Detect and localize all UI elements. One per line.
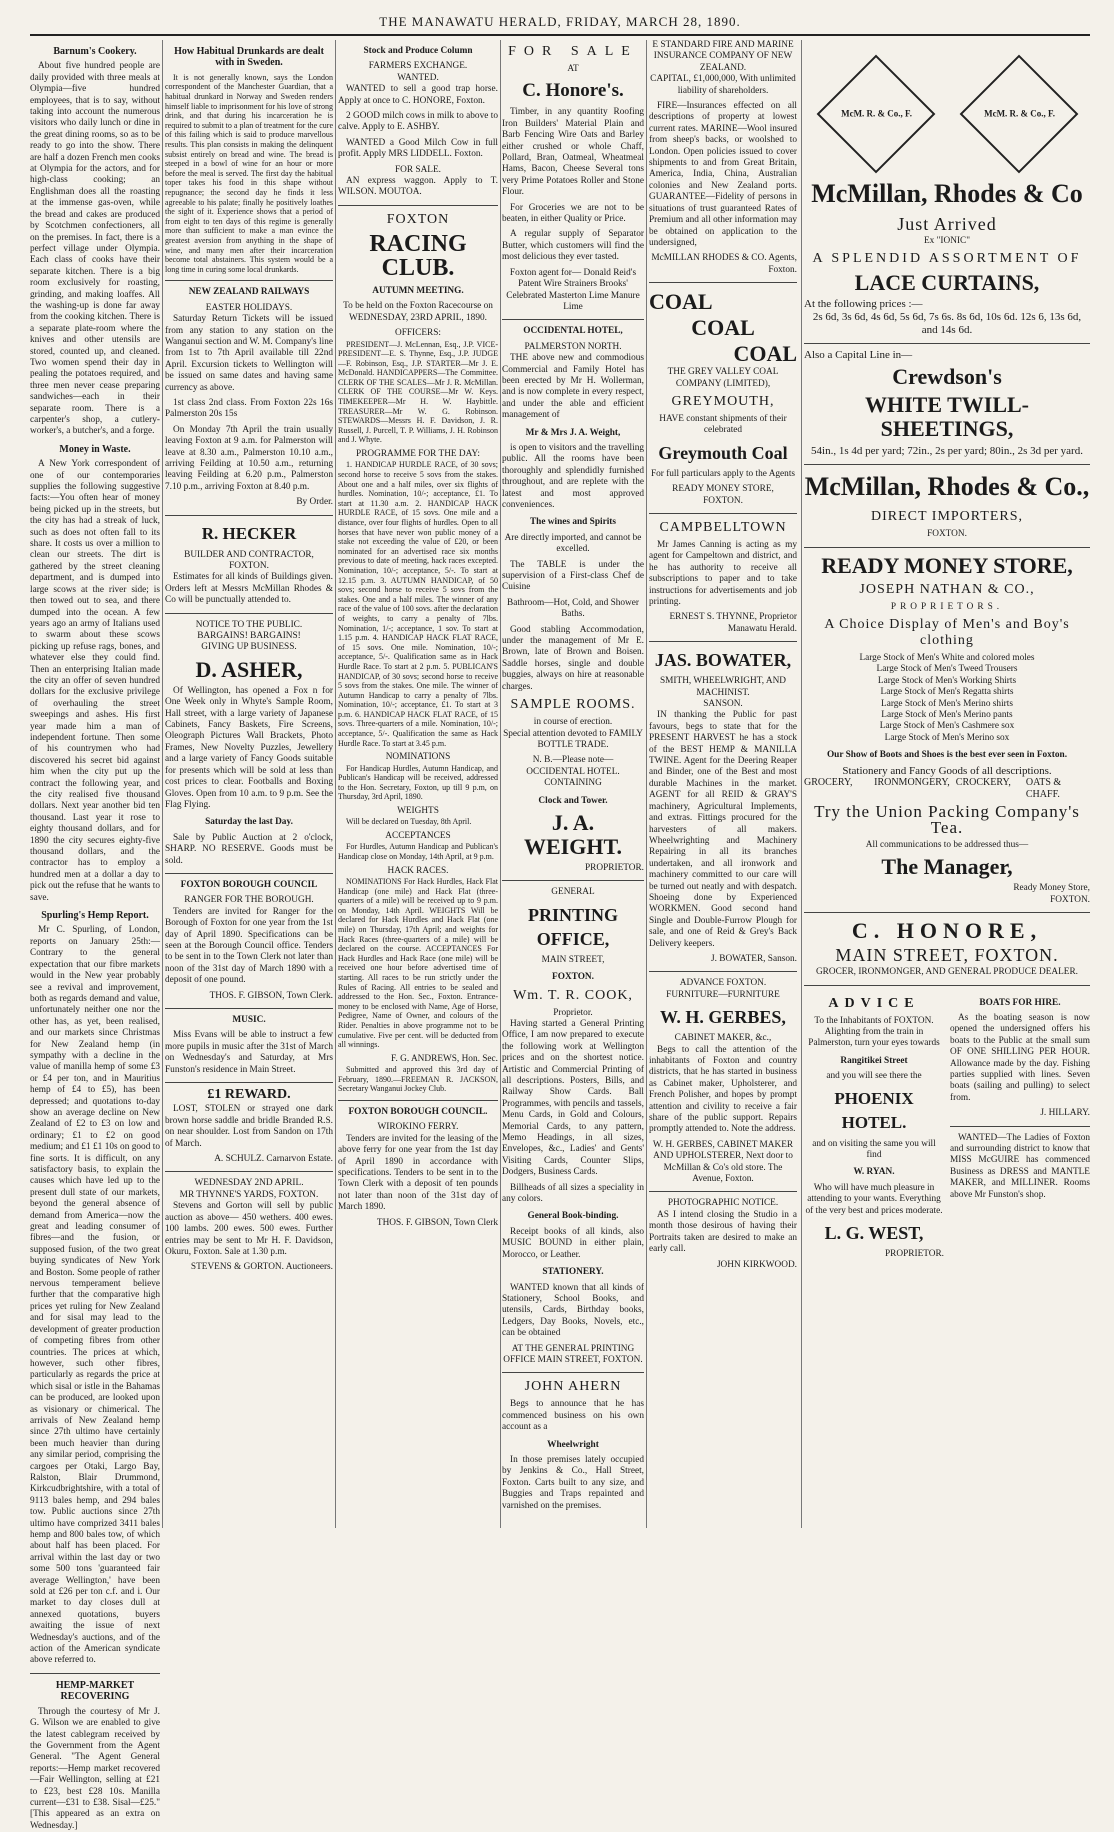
article-body: A New York correspondent of one of our contemporaries supplies the following suggestive facts:—You often hear of money being picked up in the streets, but the city has had a streak of luck, such as does not often fall to its share. It costs us over a million to clean our streets. The dirt is gathered by the street cleaning department, and is dumped into large scows at the river side; is then towed out to sea, and there dumped into the ocean. A few years ago an army of Italians used to swarm about these scows picking up refuse rags, bones, and whatever else they could find. Then an enterprising Italian made the city an offer of seven hundred dollars for the exclusive privilege of overhauling the street sweepings and ashes. His first year made him a man of independent fortune. Then some of his countrymen who had discovered his secret bid against him when the city put up the contract the following year, and the city realised five thousand dollars. Next year another bid ten thousand. Last year it rose to eighty thousand dollars, and for 1890 the city secures eighty-five thousand dollars, and the contractor has to employ a hundred men at a dollar a day to pick out the refuse that he wants to save. (30, 459, 160, 903)
ad-line: JOSEPH NATHAN & CO., (859, 581, 1035, 597)
ad-title: COAL (649, 289, 713, 315)
stock-item: Large Stock of Men's Working Shirts (877, 675, 1017, 686)
divider (165, 280, 333, 281)
ad-body: AN express waggon. Apply to T. WILSON. MOUTOA. (338, 176, 498, 198)
ad-line: FURNITURE—FURNITURE (666, 989, 780, 1000)
ad-sign: J. HILLARY. (1040, 1108, 1090, 1119)
ad-subtitle: ACCEPTANCES (385, 831, 451, 842)
ad-title: Greymouth Coal (658, 442, 788, 463)
ad-title: LACE CURTAINS, (854, 270, 1040, 296)
ad-line: A Choice Display of Men's and Boy's clothing (824, 617, 1070, 649)
ad-line: FOXTON. (552, 972, 594, 983)
ad-line: THE GREY VALLEY COAL (667, 367, 779, 378)
ad-title: E STANDARD FIRE AND MARINE INSURANCE COMPANY OF NEW ZEALAND. (652, 40, 794, 73)
ad-body: LOST, STOLEN or strayed one dark brown horse saddle and bridle Branded R.S. on near shoulder. Lost from Sandon on 17th of March. (165, 1104, 333, 1149)
ad-body: Tenders are invited for the leasing of the above ferry for one year from the 1st day of April 1890 in accordance with specifications. Tenders to be sent in to the Town Clerk with a deposit of ten pounds not later than noon of the 31st day of March 1890. (338, 1133, 498, 1213)
ad-title: PRINTING OFFICE, (527, 904, 618, 949)
column-rule (646, 40, 647, 1528)
ad-subtitle: EASTER HOLIDAYS. (205, 302, 293, 313)
ad-subtitle: WIROKINO FERRY. (377, 1122, 459, 1133)
divider (165, 873, 333, 874)
ad-body: On Monday 7th April the train usually leaving Foxton at 9 a.m. for Palmerston will leave at 8.30 a.m., Palmerston 10.10 a.m., arriving Feilding at 10.50 a.m., returning leaving Feilding at 6.20 p.m., Palmerston 7.10 p.m., arriving Foxton at 8.40 p.m. (165, 424, 333, 492)
stock-list (804, 653, 1090, 744)
ad-body: To be held on the Foxton Racecourse on WEDNESDAY, 23RD APRIL, 1890. (343, 301, 493, 323)
ad-line: Ex "IONIC" (923, 236, 971, 246)
ad-line: READY MONEY STORE, (672, 484, 774, 495)
ad-body: Receipt books of all kinds, also MUSIC BOUND in either plain, Morocco, or Leather. (502, 1226, 644, 1260)
divider (502, 880, 644, 881)
article-body: It is not generally known, says the London correspondent of the Manchester Guardian, that a habitual drunkard in Norway and Sweden renders himself liable to imprisonment for his love of strong drink, and that during his incarceration he is required to submit to a plan of treatment for the cure of this failing which is said to produce marvellous results. This plan consists in making the delinquent subsist entirely on bread and wine. The bread is steeped in a bowl of wine for an hour or more before the meal is served. The first day the habitual toper takes his food in this shape without repugnance; the second day he finds it less agreeable to his palate; finally he positively loathes the sight of it. Experience shows that a period of from eight to ten days of this regime is generally more than sufficient to make a man evince the greatest aversion from anything in the shape of wine, and many men after their incarceration become total abstainers. This system would be a long time in curing some local drunkards. (165, 72, 333, 274)
ad-title: Try the Union Packing Company's Tea. (814, 801, 1080, 837)
column-5 (649, 40, 797, 1528)
ad-body: For Hurdles, Autumn Handicap and Publican's Handicap close on Monday, 14th April, at 9 p.m. (338, 842, 498, 862)
ad-body: NOMINATIONS For Hack Hurdles, Hack Flat Handicap (one mile) and Hack Flat (three-quarters of a mile) will be received up to 9 p.m. on Monday, 14th April. WEIGHTS Will be declared for Hack Hurdles and Hack Flat (one mile) on Thursday, 17th April; and weights for Hack Races (three-quarters of a mile) will be declared on the course. ACCEPTANCES For Hack Hurdles and Hack Race (one mile) will be received one hour before advertised time of starting. All races to be run strictly under the Rules of Racing. All entries to be sealed and addressed to the Hon. Sec., Foxton. Entrance-money to be enclosed with Name, Age of Horse, Pedigree, Name of Owner, and colours of the Rider. Penalties in above programme not to be cumulative. Five per cent. will be deducted from all winnings. (338, 877, 498, 1050)
article-title: Spurling's Hemp Report. (41, 910, 149, 922)
article-body: About five hundred people are daily provided with three meals at Olympia—five hundred employees, that is to say, without taking into account the numerous visitors who daily lunch or dine in the great dining rooms, so as to be ready to go into the show. There are half a dozen French men cooks at Olympia for the actors, and for high-class cooking; an Englishman does all the roasting at the immense gas-oven, while the bread and cakes are produced by Scotchmen confectioners, all on the premises. In fact, there is a perfect village under Olympia. Each class of cooks have their separate kitchen. There is a big room exclusively for roasting, grinding, and making loaffes. All the washing-up is done far away from the cooking kitchen. There is a separate plate-room where the knives and other utensils are stored, counted up, and cleaned. Two women spend their day in pealing the potatoes required, and three men never cease preparing sandwiches—each in their separate room. There is a carpenter's shop, a cutlery-worker's, a butcher's, and a forge. (30, 61, 160, 437)
masthead: THE MANAWATU HERALD, FRIDAY, MARCH 28, 1890. (30, 8, 1090, 36)
article-title: HEMP-MARKET RECOVERING (55, 1679, 135, 1703)
divider (502, 319, 644, 320)
ad-title: PHOENIX HOTEL. (834, 1088, 914, 1132)
ad-body: WANTED a Good Milch Cow in full profit. Apply MRS LIDDELL. Foxton. (338, 137, 498, 160)
ad-title: MUSIC. (232, 1015, 266, 1025)
ad-highlight: Wheelwright (547, 1439, 599, 1450)
ad-title: FOR SALE (508, 44, 638, 59)
column-2 (165, 40, 333, 1528)
stock-item: Large Stock of Men's White and colored moles (859, 653, 1035, 664)
ad-body: AS I intend closing the Studio in a month those desirous of having their Portraits taken are desired to make an early call. (649, 1209, 797, 1255)
ad-title: W. H. GERBES, (660, 1007, 786, 1028)
ad-body: Who will have much pleasure in attending to your wants. Everything of the very best and prices moderate. (805, 1182, 943, 1216)
ad-title: COAL (691, 315, 755, 341)
ad-title: BOATS FOR HIRE. (979, 997, 1061, 1008)
ad-body: The TABLE is under the supervision of a First-class Chef de Cuisine (502, 559, 644, 593)
stock-item: Large Stock of Men's Tweed Trousers (876, 664, 1018, 675)
ad-body: Billheads of all sizes a speciality in any colors. (502, 1182, 644, 1205)
ad-highlight: Clock and Tower. (538, 795, 608, 806)
ad-body: Estimates for all kinds of Buildings given. Orders left at Messrs McMillan Rhodes & Co will be punctually attended to. (165, 572, 333, 606)
ad-body: To the Inhabitants of FOXTON. Alighting from the train in Palmerston, turn your eyes towards (808, 1015, 940, 1049)
divider (804, 547, 1090, 548)
stock-item: Large Stock of Men's Merino pants (881, 710, 1013, 721)
column-rule (162, 40, 163, 1528)
column-3 (338, 40, 498, 1528)
ad-sign: F. G. ANDREWS, Hon. Sec. (391, 1053, 498, 1064)
ad-highlight: W. RYAN. (853, 1167, 895, 1178)
divider (165, 1008, 333, 1009)
article-title: How Habitual Drunkards are dealt with in Sweden. (174, 46, 324, 69)
ad-title: McMillan, Rhodes & Co (811, 179, 1083, 208)
ad-sign: THOS. F. GIBSON, Town Clerk (376, 1217, 498, 1228)
ad-title: OCCIDENTAL HOTEL, (523, 326, 623, 337)
ad-subtitle: WEIGHTS (397, 806, 439, 817)
ad-sign: By Order. (296, 497, 333, 508)
ad-subtitle: SMITH, WHEELWRIGHT, AND MACHINIST. (659, 676, 786, 698)
divider (804, 464, 1090, 465)
divider (338, 1100, 498, 1101)
ad-title: C. Honore's. (522, 80, 624, 102)
ad-line: A SPLENDID ASSORTMENT OF (812, 251, 1082, 267)
ad-line: FOXTON. (927, 529, 967, 540)
ad-highlight: Our Show of Boots and Shoes is the best ever seen in Foxton. (826, 750, 1068, 761)
column-6 (804, 40, 1090, 1528)
brand-marks (804, 60, 1090, 170)
ad-body: For full particulars apply to the Agents (650, 468, 796, 479)
ad-line: BARGAINS! BARGAINS! (197, 631, 301, 642)
article-body: Mr C. Spurling, of London, reports on January 25th:—Contrary to the general expectation that our fibre markets would in the New year probably see a revival and improvement, both as regards demand and value, unfortunately neither one nor the other has, as yet, been realised, and our markets since Christmas for New Zealand hemp (in sympathy with a decline in the value of manilla hemp of some £3 or £4 per ton, and in Mauritius hemp of £4 to £5), has been depressed; and quotations to-day show an average decline on New Zealand of £2 to £3 on low and ordinary; £1 to £2 on good medium; and £1 £1 10s on good to fine sorts. It is difficult, on any satisfactory basis, to explain the causes which have led up to the present dull state of our markets, beyond the general absence of demand from America—now the great and leading consumer of fibres—and the fusion, or supposed fusion, of the two great buying syndicates of New York and Boston. Some people of rather nervous temperament believe further that the comparative high prices yet ruling for New Zealand and for sisal may lead to the development of greater production of competing fibres from other countries. The prices at which, however, such other fibres, particularly as regards the price at which sisal or istle in the Bahamas can be produced, are looked upon as visionary or chimerical. The arrivals of New Zealand hemp since 27th ultimo have certainly been much heavier than during any similar period, comprising the cargoes per Otaki, Largo Bay, Ralston, Blair Drummond, Kirkcudbrightshire, with a total of 9113 bales hemp, and 294 bales tow. Public auctions since 27th ultimo have comprized 3411 bales hemp and 800 bales tow, of which about half has been placed. For arrival within the last day or two some 500 tons 'guaranteed fair average Wellington,' have been sold at £26 per ton c.f. and i. Our market to day closes dull at annexed quotations, buyers awaiting the issue of next Wednesday's auctions, and of the action of the American syndicate above referred to. (30, 925, 160, 1666)
divider (649, 641, 797, 642)
ad-highlight: Rangitikei Street (840, 1055, 908, 1066)
ad-line: AT (567, 64, 579, 74)
ad-body: Special attention devoted to FAMILY BOTTLE TRADE. (503, 728, 643, 750)
goods-item: GROCERY, (804, 777, 853, 789)
ad-line: DIRECT IMPORTERS, (870, 509, 1024, 525)
ad-subtitle: AUTUMN MEETING. (372, 285, 464, 296)
ad-title: READY MONEY STORE, (821, 552, 1073, 578)
divider (165, 613, 333, 614)
ad-body: Saturday Return Tickets will be issued from any station to any station on the Wanganui section and W. M. Company's line from 1st to 7th April available till 22nd April. Excursion tickets to Wellington will be issued on same dates and having same currency as above. (165, 314, 333, 393)
divider (649, 513, 797, 514)
boats-ad (950, 992, 1090, 1261)
ad-body: As the boating season is now opened the undersigned offers his boats to the Public at the small sum OF ONE SHILLING PER HOUR. Allowance made by the day. Fishing parties supplied with lines. Seven boats (sailing and pulling) to select from. (950, 1012, 1090, 1103)
brand-mark-diamond: McM. R. & Co., F. (816, 55, 935, 174)
ad-highlight: Mr & Mrs J. A. Weight, (525, 427, 621, 438)
ad-body: Begs to call the attention of the inhabitants of Foxton and country districts, that he has started in business as Cabinet maker, Upholsterer, and French Polisher, and hopes by prompt attention and civility to receive a fair share of the public support. Repairs promptly attended to. Note the address. (649, 1044, 797, 1135)
ad-title: Wm. T. R. COOK, (513, 987, 633, 1003)
ad-line: Ready Money Store, (1013, 883, 1090, 894)
column-rule (335, 40, 336, 1528)
divider (649, 1191, 797, 1192)
divider (804, 343, 1090, 344)
ad-subtitle: MR THYNNE'S YARDS, FOXTON. (179, 1189, 319, 1200)
article-title: Barnum's Cookery. (53, 46, 137, 57)
ad-sign: J. BOWATER, Sanson. (710, 953, 797, 964)
ad-subtitle: HACK RACES. (387, 865, 449, 876)
ad-body: W. H. GERBES, CABINET MAKER AND UPHOLSTERER, Next door to McMillan & Co's old store. The Avenue, Foxton. (652, 1139, 794, 1185)
ad-body: 1st class 2nd class. From Foxton 22s 16s Palmerston 20s 15s (165, 397, 333, 420)
ad-title: £1 REWARD. (207, 1087, 291, 1103)
column-1 (30, 40, 160, 1831)
ad-subtitle: OFFICERS: (395, 328, 441, 339)
ad-body: Good stabling Accommodation, under the management of Mr E. Brown, late of Brown and Boisen. Saddle horses, single and double buggies, always on hire at reasonable charges. (502, 624, 644, 692)
ad-subtitle: in course of erection. (533, 717, 613, 728)
ad-body: IN thanking the Public for past favours, begs to state that for the PRESENT HARVEST he has a stock of the BEST HEMP & MANILLA TWINE. Agent for the Deering Reaper and Binder, one of the Best and most durable Machines in the market. AGENT for all REID & GRAY'S machinery, Agricultural Implements, and extras. Fittings procured for the harvesters of all makers. Wheelwrighting and Machinery Repairing in all its branches undertaken, and all ironwork and machinery committed to our care will be turned out neatly and with despatch. Shoeing done by Experienced WORKMEN. Good second hand Single and Double-Furrow Plough for sale, and one of Reid & Grey's Back Delivery keepers. (649, 710, 797, 949)
ad-body: PRESIDENT—J. McLennan, Esq., J.P. VICE-PRESIDENT—E. S. Thynne, Esq., J.P. JUDGE—F. Robinson, Esq., J.P. STARTER—Mr J. E. McDonald. HANDICAPPERS—The Committee. CLERK OF THE SCALES—Mr J. R. McMillan. CLERK OF THE COURSE—Mr W. Keys. TIMEKEEPER—Mr H. W. Haybittle. TREASURER—Mr W. G. Robinson. STEWARDS—Messrs H. F. Davidson, J. R. Russell, J. Purcell, T. P. Williams, J. H. Robinson and J. Whyte. (338, 339, 498, 445)
section-subtitle: FARMERS EXCHANGE. (368, 61, 468, 72)
bottom-ads (804, 992, 1090, 1261)
ad-body: CAPITAL, £1,000,000, With unlimited liability of shareholders. (650, 74, 796, 96)
section-title: Stock and Produce Column (363, 46, 473, 56)
ad-sign: A. SCHULZ. Carnarvon Estate. (214, 1154, 333, 1165)
ad-body: THE above new and commodious Commercial and Family Hotel has been erected by Mr H. Wollerman, and is now complete in every respect, and under the able and efficient management of (502, 353, 644, 421)
ad-body: Of Wellington, has opened a Fox n for One Week only in Whyte's Sample Room, Hall street, with a large variety of Japanese Cabinets, Fancy Baskets, Fire Screens, Oleograph Pictures Wall Brackets, Photo Frames, New Novelty Puzzles, Jewellery and a large variety of Fancy Goods suitable for presents which will be sold at less than cost prices to clear. Footballs and Boxing Gloves. Open from 10 a.m. to 9 p.m. See the Flag Flying. (165, 685, 333, 810)
ad-body: Are directly imported, and cannot be excelled. (504, 532, 642, 555)
ad-title: SAMPLE ROOMS. (510, 697, 636, 713)
stock-item: Large Stock of Men's Regatta shirts (880, 687, 1014, 698)
section-subtitle: WANTED. (397, 72, 439, 83)
ad-body: In those premises lately occupied by Jenkins & Co., Hall Street, Foxton. Carts built to any size, and Buggies and Traps repainted and varnished on the premises. (502, 1454, 644, 1511)
ad-body: Submitted and approved this 3rd day of February, 1890.—FREEMAN R. JACKSON, Secretary Wanganui Jockey Club. (338, 1065, 498, 1094)
divider (649, 282, 797, 283)
ad-body: Timber, in any quantity Roofing Iron Builders' Material Plain and Barb Fencing Wire Oats and Barley either crushed or whole Chaff, Pollard, Bran, Oatmeal, Wheatmeal Hams, Bacon, Cheese Several tons very Prime Potatoes Roller and Stone Flour. (502, 107, 644, 198)
ad-line: OCCIDENTAL HOTEL. (526, 766, 620, 777)
ad-line: ADVANCE FOXTON. (679, 978, 767, 989)
ad-line: and on visiting the same you will find (812, 1138, 936, 1160)
ad-body: Mr James Canning is acting as my agent for Campeltown and district, and he has authority to receive all subscriptions to paper and to take instructions for advertisements and job printing. (649, 539, 797, 607)
column-4 (502, 40, 644, 1528)
ad-subtitle: SANSON. (703, 699, 743, 710)
stock-item: Large Stock of Men's Merino shirts (881, 698, 1013, 709)
article-title: Money in Waste. (59, 443, 131, 455)
ad-title: CAMPBELLTOWN (659, 519, 787, 535)
ad-sign: JOHN KIRKWOOD. (716, 1259, 797, 1270)
divider (338, 205, 498, 206)
ad-highlight: Saturday the last Day. (205, 817, 293, 828)
article-body: Through the courtesy of Mr J. G. Wilson we are enabled to give the latest cablegram received by the Government from the Agent General. "The Agent General reports:—Hemp market recovered—Fair Wellington, selling at £21 to £23, best £28 10s. Manilla current—£31 to £38. Sisal—£25." [This appeared as an extra on Wednesday.] (30, 1706, 160, 1831)
brand-mark-diamond: McM. R. & Co., F. (959, 55, 1078, 174)
ad-line: GENERAL (551, 887, 595, 898)
ad-body: Begs to announce that he has commenced business on his own account as a (502, 1399, 644, 1433)
ad-body: FIRE—Insurances effected on all descriptions of property at lowest current rates. MARINE—Wool insured from sheep's backs, or woolshed to London. Open policies issued to cover shipments to and from Great Britain, America, India, China, Australian colonies and New Zealand ports. GUARANTEE—Fidelity of persons in situations of trust guaranteed Rates of Premium and all other information may be obtained on application to the undersigned, (649, 101, 797, 248)
ad-body: WANTED to sell a good trap horse. Apply at once to C. HONORE, Foxton. (338, 84, 498, 106)
ad-line: Also a Capital Line in— (804, 348, 913, 361)
ad-body: Sale by Public Auction at 2 o'clock, SHARP. NO RESERVE. Goods must be sold. (165, 832, 333, 866)
ad-body: Miss Evans will be able to instruct a few more pupils in music after the 31st of March on Wednesday's and Saturday, at Mrs Funston's residence in Main Street. (165, 1030, 333, 1075)
ad-body: Tenders are invited for Ranger for the Borough of Foxton for one year from the 1st day of April 1890. Specifications can be seen at the Borough Council office. Tenders to be sent in to the Town Clerk not later than noon of the 31st day of March 1890 with a deposit of one pound. (165, 906, 333, 986)
ad-subtitle: BUILDER AND CONTRACTOR, FOXTON. (184, 549, 314, 571)
ad-line: N. B.—Please note— (532, 755, 614, 766)
ad-line: MAIN STREET, FOXTON. (835, 945, 1059, 966)
goods-row (804, 777, 1090, 800)
ad-sign: ERNEST S. THYNNE, Proprietor Manawatu Herald. (669, 612, 797, 634)
ad-line: FOXTON. (1050, 894, 1090, 905)
ad-body: For Groceries we are not to be beaten, in either Quality or Price. (502, 202, 644, 225)
ad-subtitle: NOMINATIONS (385, 752, 451, 763)
column-rule (500, 40, 501, 1528)
divider (804, 985, 1090, 986)
ad-subtitle: CABINET MAKER, &c., (674, 1033, 772, 1044)
divider (30, 1673, 160, 1674)
divider (165, 1082, 333, 1083)
ad-line: GROCER, IRONMONGER, AND GENERAL PRODUCE DEALER. (815, 967, 1079, 978)
ad-sign: McMILLAN RHODES & CO. Agents, Foxton. (651, 253, 797, 275)
ad-line: HAVE constant shipments of their (659, 413, 787, 424)
ad-line: All communications to be addressed thus— (865, 839, 1029, 850)
advice-ad (804, 992, 944, 1261)
ad-line: PROPRIETORS. (890, 601, 1004, 612)
ad-line: MAIN STREET, (541, 954, 605, 965)
ad-title: The Manager, (881, 854, 1013, 880)
ad-line: At the following prices :— (804, 298, 923, 311)
ad-sign: PROPRIETOR. (585, 862, 644, 873)
ad-subtitle: PALMERSTON NORTH. (524, 341, 622, 352)
ad-body: 1. HANDICAP HURDLE RACE, of 30 sovs; second horse to receive 5 sovs from the stakes. About one and a half miles, over six flights of hurdles. Nomination, 10/-; acceptance, £1. To start at 11.30 a.m. 2. HANDICAP HACK HURDLE RACE, of 15 sovs. One mile and a distance, over four flights of hurdles. Open to all horses that have never won public money of a stake not exceeding the value of £20, or been nominated for an advertised race six months previous to date of meeting, hack races excepted. Nomination, 10/-; acceptance, 5/-. To start at 12.15 p.m. 3. AUTUMN HANDICAP, of 50 sovs; second horse to receive 5 sovs from the stakes. One and a half miles. The winner of any race of the value of 100 sovs. after the declaration of weights, to carry a penalty of 7lbs. Nomination, 1/-; acceptance, 1 sov. To start at 1.15 p.m. 4. HANDICAP HACK FLAT RACE, of 15 sovs. One mile. Nomination, 10/-; acceptance, 5/-. Qualification same as in Hack Hurdle Race. To start at 2 p.m. 5. PUBLICAN'S HANDICAP, of 30 sovs; second horse to receive 5 sovs from the stakes. One mile. The winner of Autumn Handicap to carry a penalty of 7lbs. Nomination, 10/-; acceptance, £1. To start at 3 p.m. 6. HANDICAP HACK FLAT RACE, of 15 sovs. Three-quarters of a mile. Nomination, 10/-; acceptance, 5/-. Qualification the same as Hack Hurdle Race. To start at 3.45 p.m. (338, 460, 498, 748)
ad-line: CONTAINING (544, 778, 602, 789)
ad-body: Bathroom—Hot, Cold, and Shower Baths. (507, 597, 639, 620)
ad-sign: STEVENS & GORTON. Auctioneers. (190, 1262, 333, 1273)
ad-title: D. ASHER, (195, 656, 303, 682)
ad-subtitle: Proprietor. (553, 1007, 593, 1018)
ad-title: J. A. WEIGHT. (523, 809, 622, 859)
ad-highlight: STATIONERY. (542, 1267, 604, 1278)
ad-body: Stevens and Gorton will sell by public auction as above— 450 wethers. 400 ewes. 100 lambs. 200 ewes. 500 ewes. Further entries may be sent to Mr H. F. Davidson, Okuru, Foxton. Sale at 1.30 p.m. (165, 1201, 333, 1257)
ad-body: 2s 6d, 3s 6d, 4s 6d, 5s 6d, 7s 6s. 8s 6d, 10s 6d. 12s 6, 13s 6d, and 14s 6d. (812, 310, 1082, 336)
ad-body: A regular supply of Separator Butter, which customers will find the most delicious they ever tasted. (502, 229, 644, 263)
ad-title: Crewdson's (892, 364, 1002, 390)
divider (649, 971, 797, 972)
ad-highlight: General Book-binding. (527, 1211, 619, 1222)
ad-title: ADVICE (828, 995, 920, 1011)
ad-title: FOXTON BOROUGH COUNCIL (180, 879, 318, 890)
ad-line: GREYMOUTH, (671, 393, 775, 409)
ad-subtitle: RANGER FOR THE BOROUGH. (184, 895, 314, 906)
ad-title: JAS. BOWATER, (654, 650, 792, 671)
column-rule (801, 40, 802, 1528)
ad-body: WANTED known that all kinds of Stationery, School Books, and utensils, Cards, Birthday books, Ledgers, Day Books, Novels, etc., can be obtained (502, 1282, 644, 1339)
ad-title: R. HECKER (201, 523, 297, 543)
ad-line: and you will see there the (826, 1071, 922, 1082)
ad-body: is open to visitors and the travelling public. All the rooms have been thoroughly and splendidly furnished throughout, and are replete with the latest and most approved conveniences. (502, 442, 644, 510)
ad-title: PHOTOGRAPHIC NOTICE. (667, 1198, 779, 1209)
ad-title: McMillan, Rhodes & Co., (804, 472, 1090, 502)
ad-title: FOXTON (386, 211, 450, 227)
ad-line: COMPANY (LIMITED), (675, 378, 771, 389)
ad-body: 54in., 1s 4d per yard; 72in., 2s per yard; 80in., 2s 3d per yard. (811, 445, 1083, 458)
ad-line: Stationery and Fancy Goods of all descriptions. (842, 764, 1052, 777)
ad-title: C. HONORE, (851, 918, 1043, 944)
ad-title: JOHN AHERN (524, 1379, 622, 1395)
ad-body: For Handicap Hurdles, Autumn Handicap, and Publican's Handicap will be received, addressed to the Hon. Secretary, Foxton, up till 9 p.m, on Thursday, 3rd April, 1890. (338, 763, 498, 802)
ad-body: WANTED—The Ladies of Foxton and surrounding district to know that MISS McGUIRE has commenced Business as DRESS and MANTLE MAKER, and MILLINER. Rooms above Mr Funston's shop. (950, 1132, 1090, 1200)
ad-body: AT THE GENERAL PRINTING OFFICE MAIN STREET, FOXTON. (503, 1343, 643, 1365)
ad-highlight: The wines and Spirits (529, 517, 617, 528)
goods-item: CROCKERY, (955, 777, 1011, 789)
ad-line: celebrated (703, 425, 743, 436)
ad-title: WHITE TWILL-SHEETINGS, (864, 392, 1030, 442)
divider (950, 1126, 1090, 1127)
divider (804, 912, 1090, 913)
ad-title: NEW ZEALAND RAILWAYS (188, 287, 310, 298)
ad-line: FOXTON. (703, 495, 743, 506)
stock-item: Large Stock of Men's Merino sox (884, 732, 1010, 743)
ad-body: Having started a General Printing Office, I am now prepared to execute the following work at Wellington prices and on the shortest notice. Artistic and Commercial Printing of all descriptions. Posters, Bills, and Railway Show Cards. Ball Programmes, with pencils and tassels, Menu Cards, in Gold and Colours, Memorial Cards, to any pattern, Memo Headings, in all sizes, Envelopes, &c., Ladies' and Gents' Visiting Cards, Counter Slips, Dodgers, Business Cards. (502, 1018, 644, 1178)
ad-title: L. G. WEST, (824, 1223, 924, 1243)
ad-body: Will be declared on Tuesday, 8th April. (346, 817, 472, 827)
divider (165, 1171, 333, 1172)
ad-subtitle: PROGRAMME FOR THE DAY: (356, 449, 480, 460)
ad-title: WEDNESDAY 2ND APRIL. (194, 1178, 304, 1189)
ad-line: NOTICE TO THE PUBLIC. (195, 619, 303, 630)
ad-sign: PROPRIETOR. (885, 1249, 944, 1259)
ad-line: Just Arrived (897, 214, 997, 234)
goods-item: IRONMONGERY, (874, 777, 950, 789)
ad-body: Foxton agent for— Donald Reid's Patent Wire Strainers Brooks' Celebrated Masterton Lime Manure Lime (506, 267, 640, 312)
ad-title: COAL (733, 341, 797, 367)
ad-title: FOXTON BOROUGH COUNCIL. (348, 1106, 488, 1117)
ad-title: RACING CLUB. (369, 230, 467, 281)
stock-item: Large Stock of Men's Cashmere sox (879, 721, 1015, 732)
goods-item: OATS & CHAFF. (1025, 777, 1062, 800)
ad-body: 2 GOOD milch cows in milk to above to calve. Apply to E. ASHBY. (338, 111, 498, 133)
section-subtitle: FOR SALE. (395, 164, 441, 175)
ad-line: GIVING UP BUSINESS. (201, 642, 297, 653)
divider (502, 1372, 644, 1373)
divider (165, 515, 333, 516)
ad-sign: THOS. F. GIBSON, Town Clerk. (209, 990, 333, 1001)
